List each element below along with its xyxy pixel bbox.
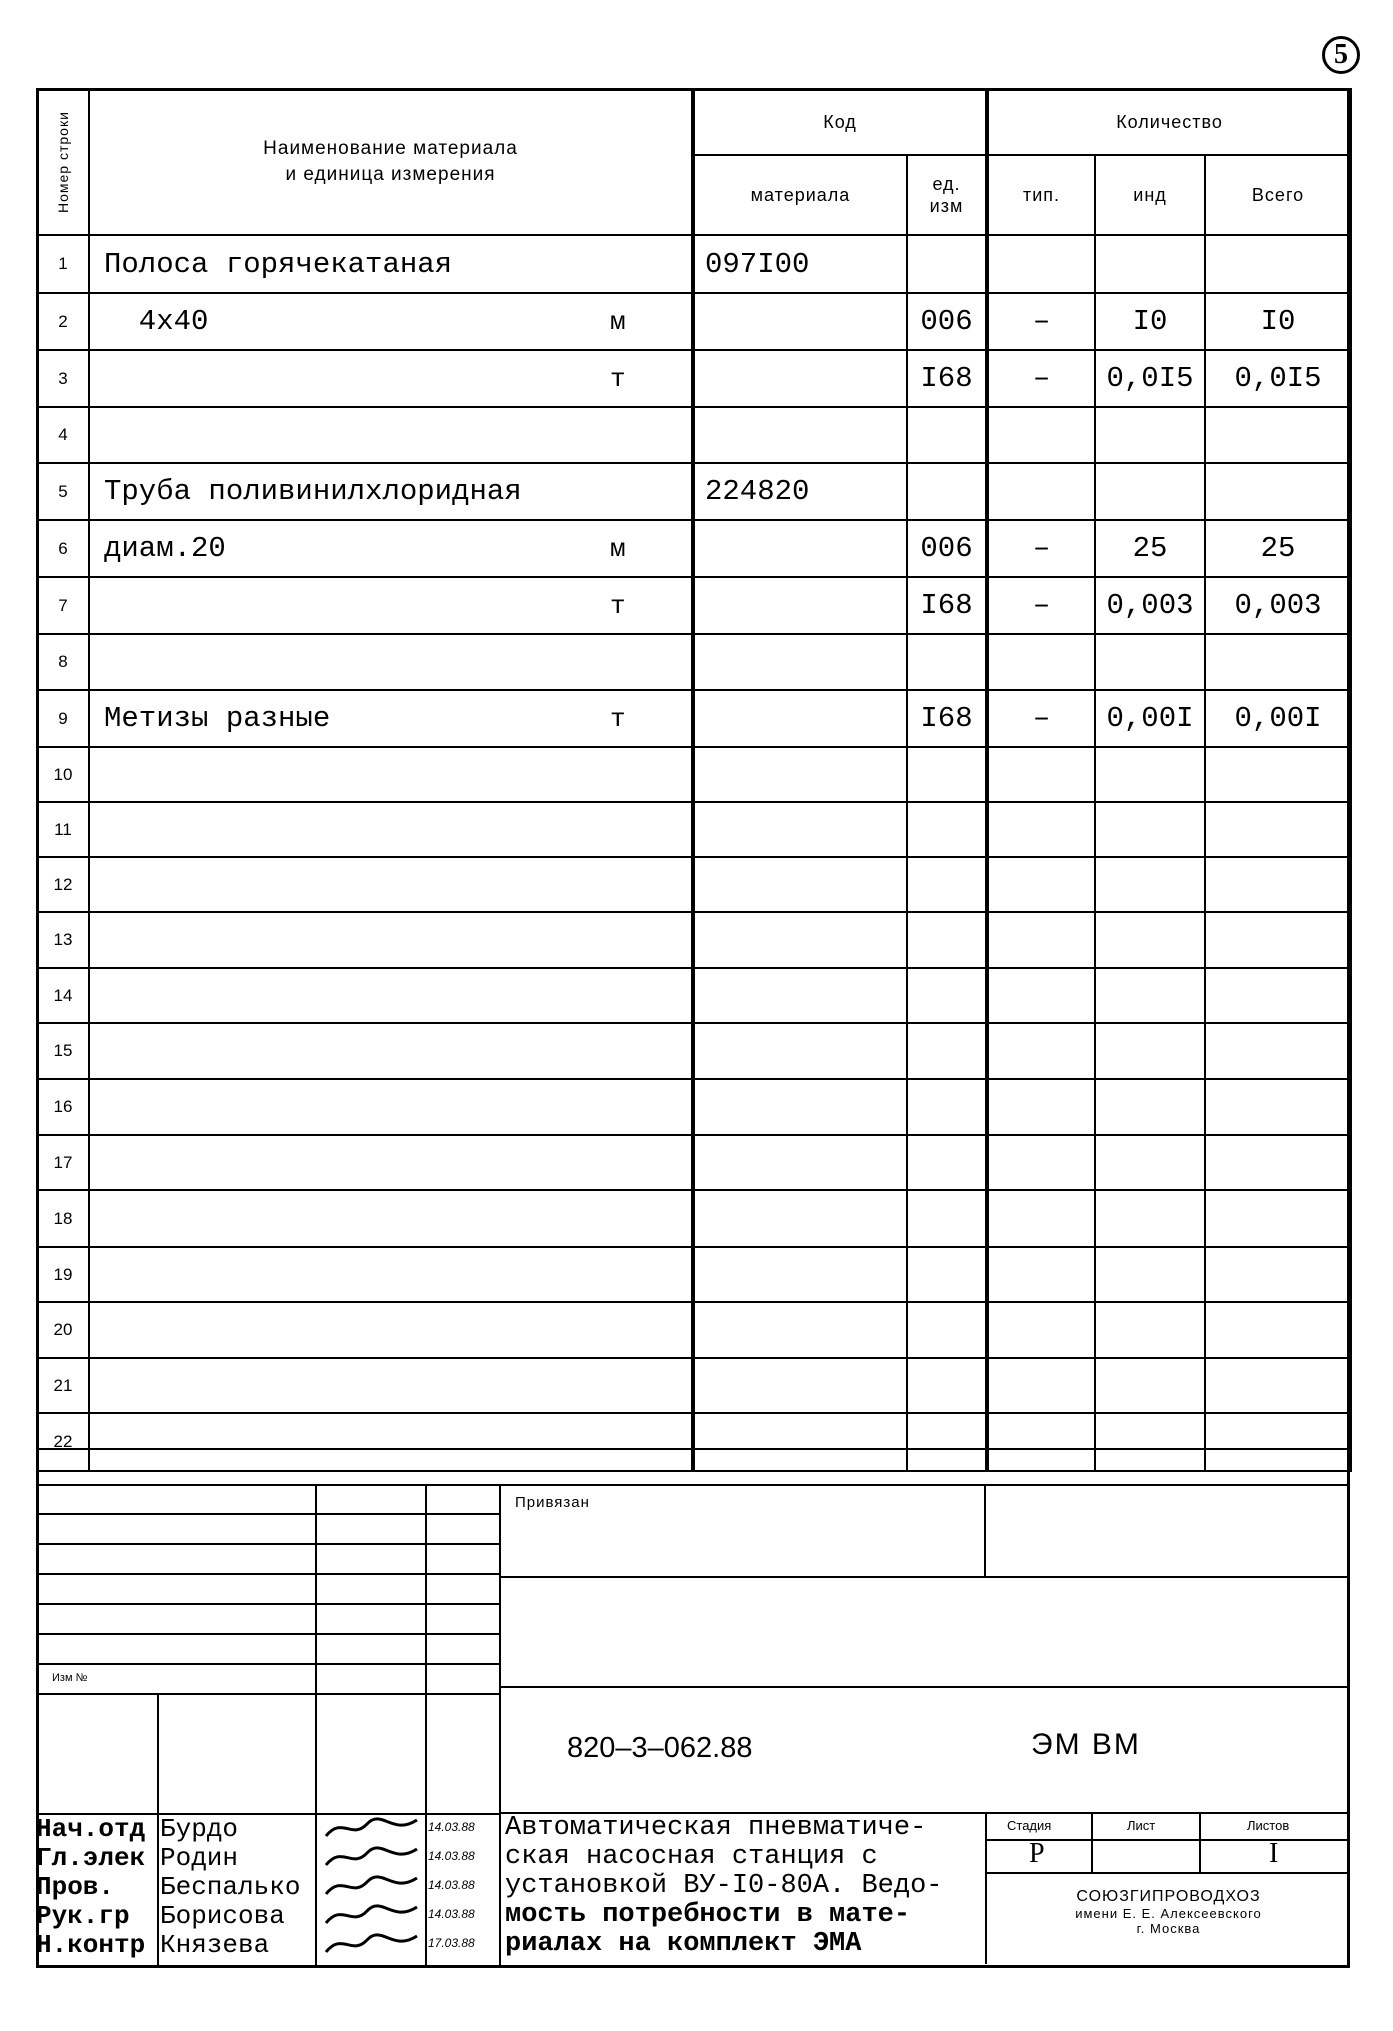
row-number: 6	[37, 520, 89, 577]
row-number: 14	[37, 968, 89, 1023]
page-number: 5	[1334, 39, 1348, 70]
row-number: 1	[37, 235, 89, 293]
sheet-frame	[36, 88, 1350, 1968]
row-number: 16	[37, 1079, 89, 1135]
material-code: 097I00	[693, 235, 907, 293]
doc-number: 820–3–062.88	[567, 1732, 753, 1764]
header-code: Код	[693, 89, 987, 155]
row-number: 11	[37, 802, 89, 857]
material-name-text: Метизы разные	[104, 702, 331, 735]
signer-role: Н.контр	[36, 1930, 146, 1960]
row-number: 21	[37, 1358, 89, 1413]
unit-code: I68	[907, 577, 987, 634]
unit-code: I68	[907, 350, 987, 407]
material-name-text: Труба поливинилхлоридная	[104, 475, 522, 508]
row-number: 22	[37, 1413, 89, 1471]
sheet-label: Лист	[1127, 1818, 1156, 1833]
unit-code: 006	[907, 293, 987, 350]
signer-role: Пров.	[36, 1872, 115, 1902]
header-qty-total: Всего	[1205, 155, 1351, 235]
header-row-number: Номер строки	[37, 89, 89, 235]
material-name-text: 4х40	[104, 305, 209, 338]
signer-role: Нач.отд	[36, 1814, 146, 1844]
title-line: риалах на комплект ЭМА	[505, 1929, 862, 1959]
page-number-badge	[1322, 36, 1360, 74]
row-number: 2	[37, 293, 89, 350]
signer-name: Бурдо	[160, 1814, 239, 1844]
material-unit: т	[610, 590, 626, 621]
qty-typ: –	[987, 293, 1095, 350]
row-number: 7	[37, 577, 89, 634]
unit-code: I68	[907, 690, 987, 747]
sheets-value: I	[1269, 1838, 1279, 1869]
row-number: 20	[37, 1302, 89, 1358]
title-line: Автоматическая пневматиче-	[505, 1813, 927, 1843]
signature-date: 14.03.88	[428, 1820, 475, 1834]
material-code: 224820	[693, 463, 907, 520]
qty-typ: –	[987, 350, 1095, 407]
qty-ind: 0,00I	[1095, 690, 1205, 747]
title-line: установкой ВУ-I0-80А. Ведо-	[505, 1871, 943, 1901]
header-code-material: материала	[693, 155, 907, 235]
stage-label: Стадия	[1007, 1818, 1052, 1833]
signer-role: Гл.элек	[36, 1843, 146, 1873]
privyazan-label: Привязан	[515, 1494, 590, 1511]
signer-name: Беспалько	[160, 1872, 301, 1902]
qty-ind: I0	[1095, 293, 1205, 350]
title-line: ская насосная станция с	[505, 1842, 878, 1872]
material-unit: т	[610, 363, 626, 394]
row-number: 8	[37, 634, 89, 690]
qty-typ: –	[987, 577, 1095, 634]
org-name: СОЮЗГИПРОВОДХОЗ	[1076, 1888, 1261, 1905]
signer-name: Борисова	[160, 1901, 285, 1931]
row-number: 15	[37, 1023, 89, 1079]
qty-total: 0,00I	[1205, 690, 1351, 747]
row-number: 5	[37, 463, 89, 520]
signature-date: 14.03.88	[428, 1907, 475, 1921]
material-unit: т	[610, 703, 626, 734]
material-unit: м	[610, 533, 626, 564]
signature-date: 14.03.88	[428, 1849, 475, 1863]
title-line: мость потребности в мате-	[505, 1900, 911, 1930]
izm-label: Изм №	[52, 1672, 88, 1684]
qty-typ: –	[987, 690, 1095, 747]
material-unit: м	[610, 306, 626, 337]
row-number: 10	[37, 747, 89, 802]
stage-value: Р	[1029, 1838, 1045, 1869]
unit-code: 006	[907, 520, 987, 577]
qty-ind: 0,0I5	[1095, 350, 1205, 407]
row-number: 12	[37, 857, 89, 912]
qty-typ: –	[987, 520, 1095, 577]
row-number: 18	[37, 1190, 89, 1247]
qty-total: 0,003	[1205, 577, 1351, 634]
signer-name: Родин	[160, 1843, 239, 1873]
header-qty-typ: тип.	[987, 155, 1095, 235]
qty-ind: 0,003	[1095, 577, 1205, 634]
row-number: 13	[37, 912, 89, 968]
header-code-unit: ед. изм	[907, 155, 987, 235]
row-number: 19	[37, 1247, 89, 1302]
qty-total: 0,0I5	[1205, 350, 1351, 407]
signer-role: Рук.гр	[36, 1901, 130, 1931]
row-number: 3	[37, 350, 89, 407]
signature-date: 17.03.88	[428, 1936, 475, 1950]
qty-total: I0	[1205, 293, 1351, 350]
header-qty-ind: инд	[1095, 155, 1205, 235]
signature-date: 14.03.88	[428, 1878, 475, 1892]
material-name-text: диам.20	[104, 532, 226, 565]
material-name-text: Полоса горячекатаная	[104, 247, 453, 281]
org-line3: г. Москва	[1136, 1921, 1201, 1936]
row-number: 9	[37, 690, 89, 747]
qty-ind: 25	[1095, 520, 1205, 577]
row-number: 4	[37, 407, 89, 463]
header-name: Наименование материала и единица измерения	[89, 89, 693, 235]
row-number: 17	[37, 1135, 89, 1190]
signer-name: Князева	[160, 1930, 270, 1960]
doc-code: ЭМ ВМ	[1031, 1728, 1141, 1761]
org-line2: имени Е. Е. Алексеевского	[1075, 1906, 1262, 1921]
sheets-label: Листов	[1247, 1818, 1290, 1833]
header-quantity: Количество	[987, 89, 1351, 155]
qty-total: 25	[1205, 520, 1351, 577]
